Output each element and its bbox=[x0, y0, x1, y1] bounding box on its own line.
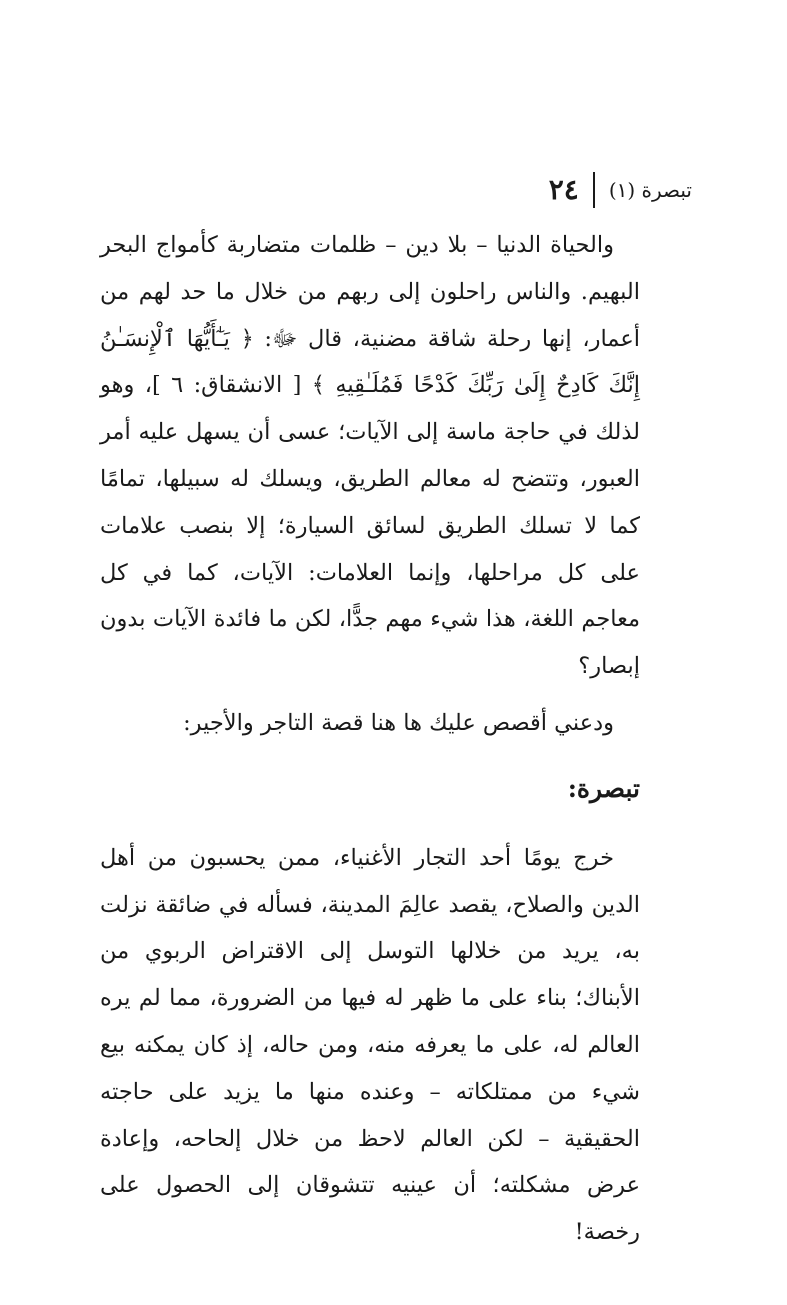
paragraph-story: خرج يومًا أحد التجار الأغنياء، ممن يحسبون من أهل الدين والصلاح، يقصد عالِمَ المدينة، فسأله في ضائقة نزلت به، يريد من خلالها التوسل إلى الاقتراض الربوي من الأبناك؛ بناء على ما ظهر له فيها من الضرورة، مما لم يره العالم له، على ما يعرفه منه، ومن حاله، إذ كان يمكنه بيع شيء من ممتلكاته – وعنده منها ما يزيد على حاجته الحقيقية – لكن العالم لاحظ من خلال إلحاحه، وإعادة عرض مشكلته؛ أن عينيه تتشوقان إلى الحصول على رخصة! bbox=[100, 844, 640, 1246]
running-title: تبصرة (١) bbox=[608, 178, 692, 202]
body-text bbox=[100, 222, 640, 1256]
paragraph-transition: ودعني أقصص عليك ها هنا قصة التاجر والأجير: bbox=[183, 709, 614, 736]
page-header bbox=[549, 170, 692, 210]
paragraph-intro: والحياة الدنيا – بلا دين – ظلمات متضاربة كأمواج البحر البهيم. والناس راحلون إلى ربهم من خلال ما حد لهم من أعمار، إنها رحلة شاقة مضنية، قال ﷻ: ﴿ يَـٰٓأَيُّهَا ٱلْإِنسَـٰنُ إِنَّكَ كَادِحٌ إِلَىٰ رَبِّكَ كَدْحًا فَمُلَـٰقِيهِ ﴾ [ الانشقاق: ٦ ]، وهو لذلك في حاجة ماسة إلى الآيات؛ عسى أن يسهل عليه أمر العبور، وتتضح له معالم الطريق، ويسلك له سبيلها، تمامًا كما لا تسلك الطريق لسائق السيارة؛ إلا بنصب علامات على كل مراحلها، وإنما العلامات: الآيات، كما في كل معاجم اللغة، هذا شيء مهم جدًّا، لكن ما فائدة الآيات بدون إبصار؟ bbox=[100, 232, 640, 680]
header-divider bbox=[593, 172, 595, 208]
section-heading: تبصرة: bbox=[567, 773, 640, 803]
page-number: ٢٤ bbox=[548, 173, 579, 206]
